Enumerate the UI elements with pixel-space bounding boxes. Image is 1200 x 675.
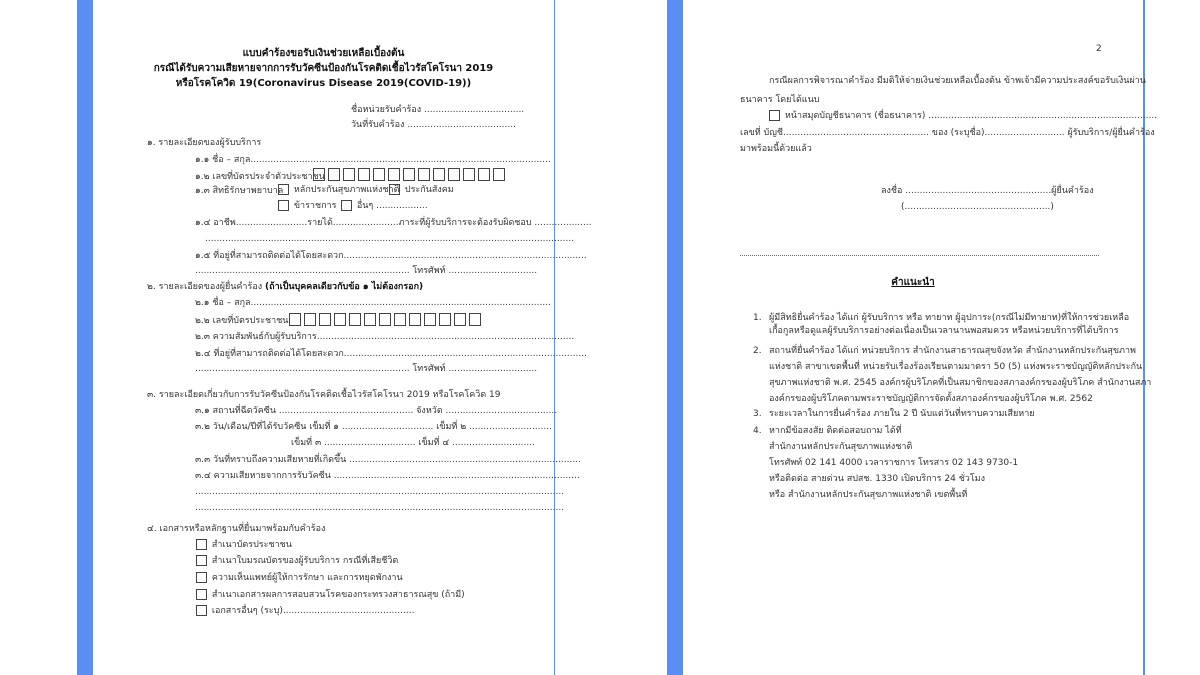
instruction-2-line: สถานที่ยื่นคำร้อง ได้แก่ หน่วยบริการ สำนักงานสาธารณสุขจังหวัด สำนักงานหลักประกันสุขภาพ bbox=[769, 346, 1136, 356]
doc-item-death-cert[interactable] bbox=[196, 555, 398, 567]
id-box[interactable] bbox=[394, 313, 406, 326]
id-box[interactable] bbox=[448, 168, 460, 181]
logo-letter: N bbox=[587, 594, 624, 640]
section-2-heading bbox=[147, 282, 423, 293]
s1-address-field[interactable]: ๑.๕ ที่อยู่ที่สามารถติดต่อได้โดยสะดวก..................................................................................... bbox=[195, 251, 587, 261]
checkbox[interactable] bbox=[196, 539, 207, 550]
s3-damage-line[interactable]: ................................................................................................................................. bbox=[195, 503, 565, 513]
form-subtitle-2: หรือโรคโควิด 19(Coronavirus Disease 2019(COVID-19)) bbox=[175, 78, 472, 89]
instruction-4-num: 4. bbox=[753, 426, 762, 436]
instruction-4-line: หรือ สำนักงานหลักประกันสุขภาพแห่งชาติ เขตพื้นที่ bbox=[769, 490, 968, 500]
account-number-field[interactable]: เลขที่ บัญชี................................................... ของ (ระบุชื่อ)............................ ผู้รับบริการ/ผู้ยื่นคำร้อง bbox=[740, 128, 1155, 138]
id-box[interactable] bbox=[409, 313, 421, 326]
doc-item-id-card[interactable] bbox=[196, 539, 292, 551]
id-box[interactable] bbox=[403, 168, 415, 181]
payment-paragraph: กรณีผลการพิจารณาคำร้อง มีมติให้จ่ายเงินช่วยเหลือเบื้องต้น ข้าพเจ้ามีความประสงค์ขอรับเงินผ่าน bbox=[769, 76, 1146, 86]
section-2-title: ๒. รายละเอียดของผู้ยื่นคำร้อง bbox=[147, 282, 263, 292]
instruction-4-line: หากมีข้อสงสัย ติดต่อสอบถาม ได้ที่ bbox=[769, 426, 902, 436]
n-online-logo bbox=[585, 594, 635, 640]
checkbox[interactable] bbox=[196, 572, 207, 583]
signature-name-field[interactable]: (...................................................) bbox=[901, 202, 1054, 212]
logo-text: ONLINE bbox=[624, 598, 631, 621]
s1-option-uc[interactable] bbox=[278, 184, 399, 196]
s1-id-boxes[interactable] bbox=[313, 168, 508, 181]
checkbox[interactable] bbox=[278, 184, 289, 195]
id-box[interactable] bbox=[469, 313, 481, 326]
s3-aware-date-field[interactable]: ๓.๓ วันที่ทราบถึงความเสียหายที่เกิดขึ้น ................................................................................. bbox=[195, 455, 581, 465]
id-box[interactable] bbox=[439, 313, 451, 326]
instructions-title: คำแนะนำ bbox=[891, 277, 935, 288]
id-box[interactable] bbox=[373, 168, 385, 181]
s2-relation-field[interactable]: ๒.๓ ความสัมพันธ์กับผู้รับบริการ.......................................................................................... bbox=[195, 332, 575, 342]
id-box[interactable] bbox=[304, 313, 316, 326]
account-attach-text: มาพร้อมนี้ด้วยแล้ว bbox=[740, 144, 812, 154]
s1-id-label: ๑.๒ เลขที่บัตรประจำตัวประชาชน bbox=[195, 172, 325, 182]
id-box[interactable] bbox=[349, 313, 361, 326]
id-box[interactable] bbox=[493, 168, 505, 181]
id-box[interactable] bbox=[343, 168, 355, 181]
s2-name-field[interactable]: ๒.๑ ชื่อ – สกุล......................................................................................................... bbox=[195, 298, 551, 308]
form-page-2 bbox=[683, 0, 1158, 675]
checkbox[interactable] bbox=[196, 605, 207, 616]
doc-item-investigation[interactable] bbox=[196, 589, 465, 601]
checkbox[interactable] bbox=[341, 200, 352, 211]
s1-occupation-line[interactable]: ................................................................................................................................. bbox=[205, 234, 575, 244]
id-box[interactable] bbox=[418, 168, 430, 181]
office-name-field[interactable]: ชื่อหน่วยรับคำร้อง ................................... bbox=[351, 105, 525, 115]
payment-paragraph-2: ธนาคาร โดยได้แนบ bbox=[740, 95, 820, 105]
id-box[interactable] bbox=[433, 168, 445, 181]
instruction-2-num: 2. bbox=[753, 346, 762, 356]
s3-dose-date-field[interactable]: ๓.๒ วัน/เดือน/ปีที่ได้รับวัคซีน เข็มที่ ๑ ................................ เข็มที่ ๒ ............................. bbox=[195, 422, 552, 432]
received-date-field[interactable]: วันที่รับคำร้อง ...................................... bbox=[351, 120, 516, 130]
id-box[interactable] bbox=[388, 168, 400, 181]
instruction-1-line: ผู้มีสิทธิยื่นคำร้อง ได้แก่ ผู้รับบริการ หรือ ทายาท ผู้อุปการะ(กรณีไม่มีทายาท)ที่ให้การช่วยเหลือ bbox=[769, 313, 1130, 323]
id-box[interactable] bbox=[319, 313, 331, 326]
id-box[interactable] bbox=[454, 313, 466, 326]
form-page-1 bbox=[93, 0, 592, 675]
checkbox[interactable] bbox=[769, 110, 780, 121]
doc-item-label: เอกสารอื่นๆ (ระบุ).............................................. bbox=[211, 606, 415, 616]
instruction-1-line: เกื้อกูลหรือดูแลผู้รับบริการอย่างต่อเนื่องเป็นเวลานานพอสมควร หรือหน่วยบริการที่ได้บริการ bbox=[769, 326, 1119, 336]
form-title: แบบคำร้องขอรับเงินช่วยเหลือเบื้องต้น bbox=[242, 48, 405, 59]
section-4-heading: ๔. เอกสารหรือหลักฐานที่ยื่นมาพร้อมกับคำร้อง bbox=[147, 524, 326, 534]
s2-id-label: ๒.๒ เลขที่บัตรประชาชน bbox=[195, 316, 289, 326]
bank-book-option[interactable] bbox=[769, 110, 1157, 122]
s1-option-other[interactable] bbox=[341, 200, 428, 212]
s2-id-boxes[interactable] bbox=[289, 313, 484, 326]
option-label: ประกันสังคม bbox=[404, 185, 454, 195]
page-number: 2 bbox=[1096, 44, 1102, 54]
doc-item-label: ความเห็นแพทย์ผู้ให้การรักษา และการหยุดพักงาน bbox=[211, 573, 403, 583]
s3-dose-date-field-2[interactable]: เข็มที่ ๓ ................................ เข็มที่ ๔ ............................. bbox=[291, 438, 535, 448]
id-box[interactable] bbox=[463, 168, 475, 181]
instruction-2-line: องค์กรของผู้บริโภคตามพระราชบัญญัติการจัดตั้งสภาองค์กรของผู้บริโภค พ.ศ. 2562 bbox=[769, 394, 1093, 404]
checkbox[interactable] bbox=[196, 589, 207, 600]
section-2-note: (ถ้าเป็นบุคคลเดียวกับข้อ ๑ ไม่ต้องกรอก) bbox=[265, 282, 424, 292]
instruction-4-line: สำนักงานหลักประกันสุขภาพแห่งชาติ bbox=[769, 442, 913, 452]
checkbox[interactable] bbox=[278, 200, 289, 211]
s3-place-field[interactable]: ๓.๑ สถานที่ฉีดวัคซีน ............................................... จังหวัด ....................................... bbox=[195, 406, 558, 416]
instruction-3-num: 3. bbox=[753, 409, 762, 419]
s1-phone-field[interactable]: ........................................................................... โทรศัพท์ ............................... bbox=[195, 266, 538, 276]
option-label: อื่นๆ .................. bbox=[356, 201, 428, 211]
form-subtitle: กรณีได้รับความเสียหายจากการรับวัคซีนป้องกันโรคติดเชื้อไวรัสโคโรนา 2019 bbox=[153, 63, 494, 74]
option-label: หลักประกันสุขภาพแห่งชาติ bbox=[293, 185, 400, 195]
instruction-4-line: โทรศัพท์ 02 141 4000 เวลาราชการ โทรสาร 02 143 9730-1 bbox=[769, 458, 1019, 468]
s3-damage-line[interactable]: ................................................................................................................................. bbox=[195, 487, 565, 497]
id-box[interactable] bbox=[289, 313, 301, 326]
bank-book-label: หน้าสมุดบัญชีธนาคาร (ชื่อธนาคาร) ................................................................................ bbox=[784, 111, 1158, 121]
s1-option-sso[interactable] bbox=[389, 184, 454, 196]
option-label: ข้าราชการ bbox=[293, 201, 337, 211]
id-box[interactable] bbox=[379, 313, 391, 326]
s1-name-field[interactable]: ๑.๑ ชื่อ – สกุล......................................................................................................... bbox=[195, 155, 551, 165]
checkbox[interactable] bbox=[389, 184, 400, 195]
s1-medical-right-label: ๑.๓ สิทธิรักษาพยาบาล bbox=[195, 186, 284, 196]
doc-item-label: สำเนาบัตรประชาชน bbox=[211, 540, 292, 550]
doc-item-other[interactable] bbox=[196, 605, 414, 617]
instruction-2-line: แห่งชาติ สาขาเขตพื้นที่ หน่วยรับเรื่องร้องเรียนตามมาตรา 50 (5) แห่งพระราชบัญญัติหลักประกัน bbox=[769, 362, 1143, 372]
s3-damage-field[interactable]: ๓.๔ ความเสียหายจากการรับวัคซีน ...................................................................................... bbox=[195, 471, 580, 481]
s2-phone-field[interactable]: ........................................................................... โทรศัพท์ ............................... bbox=[195, 364, 538, 374]
section-1-heading: ๑. รายละเอียดของผู้รับบริการ bbox=[147, 138, 262, 148]
doc-item-label: สำเนาเอกสารผลการสอบสวนโรคของกระทรวงสาธารณสุข (ถ้ามี) bbox=[211, 590, 465, 600]
id-box[interactable] bbox=[328, 168, 340, 181]
id-box[interactable] bbox=[424, 313, 436, 326]
instruction-4-line: หรือติดต่อ สายด่วน สปสช. 1330 เปิดบริการ 24 ชั่วโมง bbox=[769, 474, 986, 484]
id-box[interactable] bbox=[358, 168, 370, 181]
id-box[interactable] bbox=[364, 313, 376, 326]
s1-option-civil[interactable] bbox=[278, 200, 336, 212]
instruction-1-num: 1. bbox=[753, 313, 762, 323]
doc-item-doctor-opinion[interactable] bbox=[196, 572, 403, 584]
s1-occupation-field[interactable]: ๑.๔ อาชีพ.........................รายได้.......................ภาระที่ผู้รับบริการจะต้องรับผิดชอบ .................... bbox=[195, 218, 592, 228]
checkbox[interactable] bbox=[196, 555, 207, 566]
instruction-2-line: สุขภาพแห่งชาติ พ.ศ. 2545 องค์กรผู้บริโภคที่เป็นสมาชิกของสภาองค์กรของผู้บริโภค สำนักงานสภา bbox=[769, 378, 1152, 388]
separator-line bbox=[740, 255, 1099, 256]
section-3-heading: ๓. รายละเอียดเกี่ยวกับการรับวัคซีนป้องกันโรคติดเชื้อไวรัสโคโรนา 2019 หรือโรคโควิด 19 bbox=[147, 390, 501, 400]
doc-item-label: สำเนาใบมรณบัตรของผู้รับบริการ กรณีที่เสียชีวิต bbox=[211, 556, 399, 566]
signature-field[interactable]: ลงชื่อ ...................................................ผู้ยื่นคำร้อง bbox=[881, 186, 1094, 196]
s2-address-field[interactable]: ๒.๔ ที่อยู่ที่สามารถติดต่อได้โดยสะดวก..................................................................................... bbox=[195, 349, 587, 359]
id-box[interactable] bbox=[313, 168, 325, 181]
id-box[interactable] bbox=[334, 313, 346, 326]
instruction-3-line: ระยะเวลาในการยื่นคำร้อง ภายใน 2 ปี นับแต่วันที่ทราบความเสียหาย bbox=[769, 409, 1035, 419]
id-box[interactable] bbox=[478, 168, 490, 181]
